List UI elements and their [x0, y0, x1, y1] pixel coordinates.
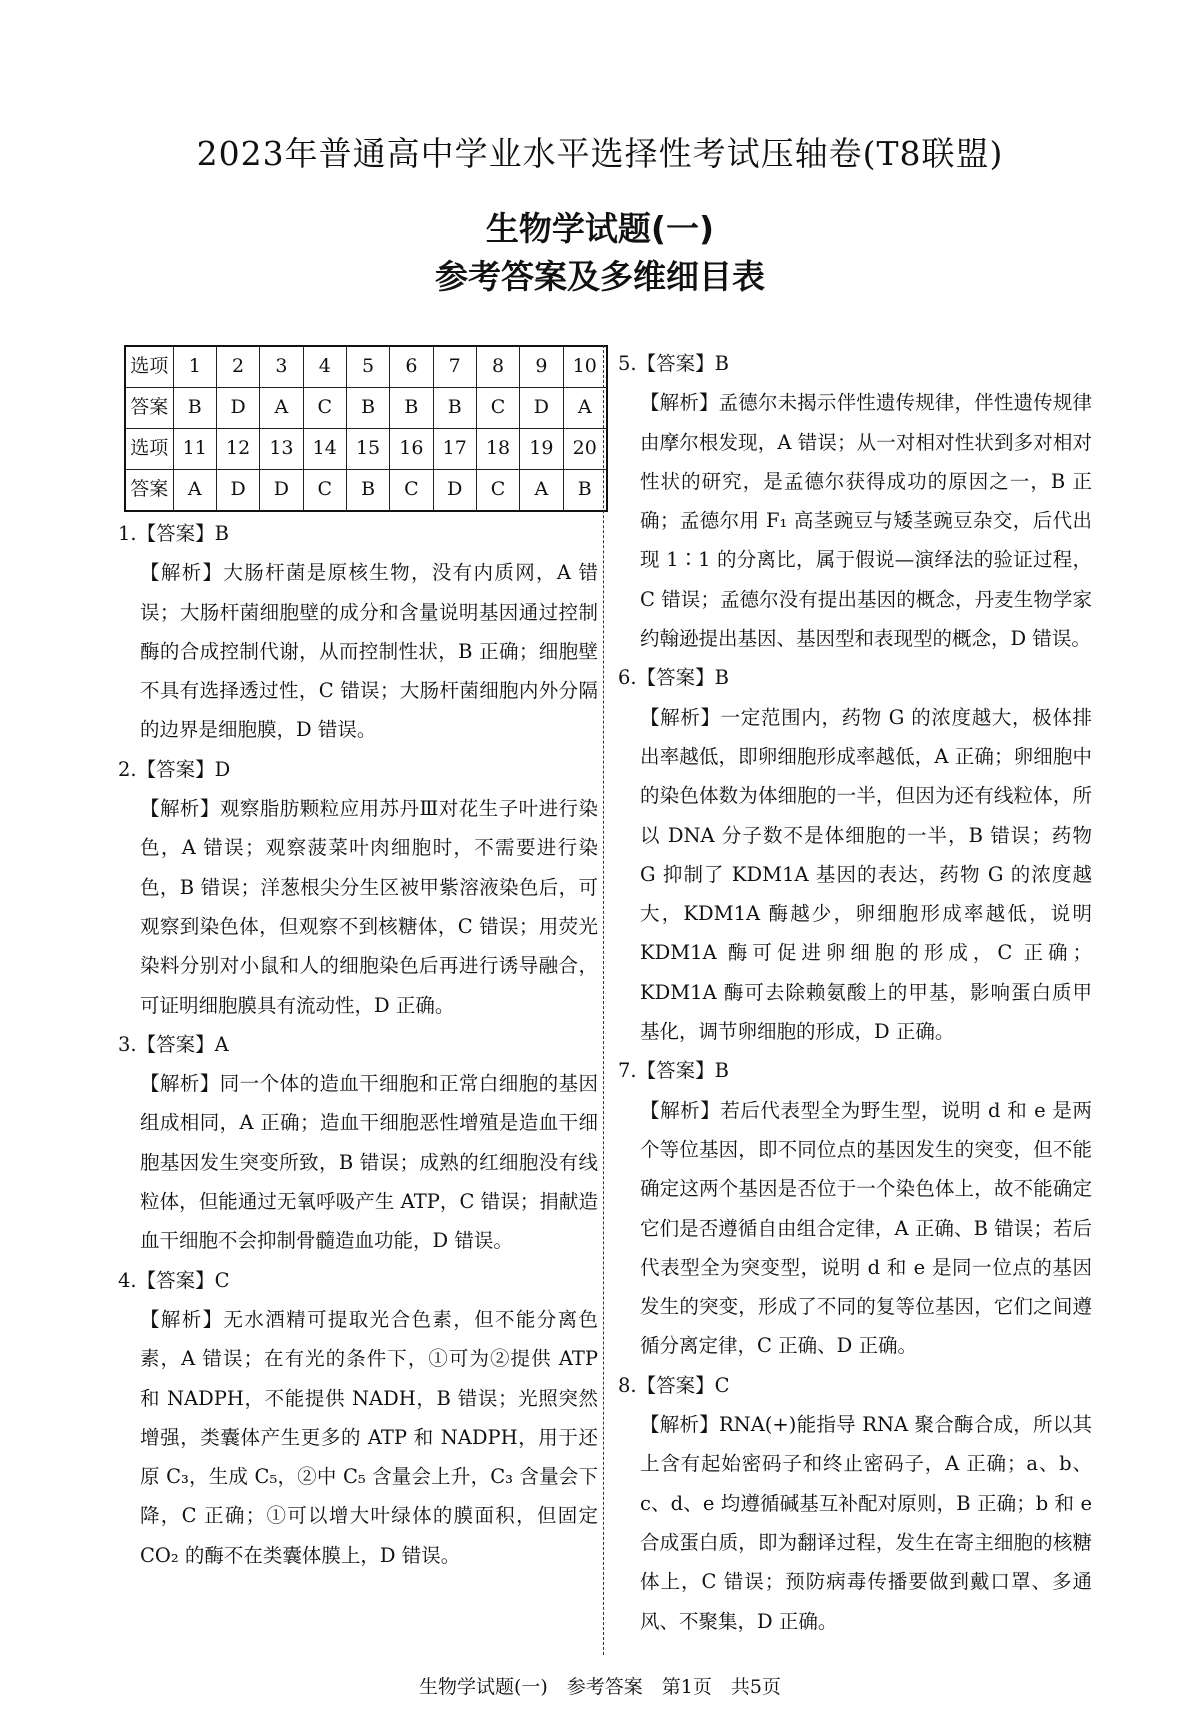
question-explanation: 【解析】若后代表型全为野生型，说明 d 和 e 是两个等位基因，即不同位点的基因发生的突变，但不能确定这两个基因是否位于一个染色体上，故不能确定它们是否遵循自由组合定律，A 正确、B 错误；若后代表型全为突变型，说明 d 和 e 是同一位点的基因发生的突变，形成了不同的复等位基因，它们之间遵循分离定律，C 正确、D 正确。	[640, 1098, 1092, 1358]
question-explanation: 【解析】一定范围内，药物 G 的浓度越大，极体排出率越低，即卵细胞形成率越低，A 正确；卵细胞中的染色体数为体细胞的一半，但因为还有线粒体，所以 DNA 分子数不是体细胞的一半，B 错误；药物 G 抑制了 KDM1A 基因的表达，药物 G 的浓度越大，KDM1A 酶越少，卵细胞形成率越低，说明 KDM1A 酶可促进卵细胞的形成，C 正确；KDM1A 酶可去除赖氨酸上的甲基，影响蛋白质甲基化，调节卵细胞的形成，D 正确。	[640, 705, 1092, 1044]
question-3	[118, 1025, 598, 1261]
question-7	[618, 1051, 1092, 1365]
answer-table-cell: D	[520, 388, 563, 429]
answer-table-row	[125, 346, 607, 388]
answer-table-header-cell: 选项	[125, 346, 173, 388]
question-4	[118, 1261, 598, 1575]
answer-table-cell: D	[433, 470, 476, 512]
question-explanation: 【解析】RNA(+)能指导 RNA 聚合酶合成，所以其上含有起始密码子和终止密码子，A 正确；a、b、c、d、e 均遵循碱基互补配对原则，B 正确；b 和 e 合成蛋白质，即为翻译过程，发生在寄主细胞的核糖体上，C 错误；预防病毒传播要做到戴口罩、多通风、不聚集，D 正确。	[640, 1413, 1092, 1633]
page-subtitle-2: 参考答案及多维细目表	[435, 257, 765, 296]
answer-table-cell: C	[390, 470, 433, 512]
answer-table-cell: B	[346, 388, 389, 429]
answer-table-cell: 18	[476, 429, 519, 470]
answer-table-cell: 14	[303, 429, 346, 470]
answer-table-cell: 13	[260, 429, 303, 470]
answer-table-cell: C	[303, 470, 346, 512]
answer-table-cell: 2	[216, 346, 259, 388]
question-explanation: 【解析】孟德尔未揭示伴性遗传规律，伴性遗传规律由摩尔根发现，A 错误；从一对相对性状到多对相对性状的研究，是孟德尔获得成功的原因之一，B 正确；孟德尔用 F₁ 高茎豌豆与矮茎豌豆杂交，后代出现 1∶1 的分离比，属于假说—演绎法的验证过程，C 错误；孟德尔没有提出基因的概念，丹麦生物学家约翰逊提出基因、基因型和表现型的概念，D 错误。	[640, 391, 1092, 651]
answer-table-cell: C	[303, 388, 346, 429]
question-8	[618, 1366, 1092, 1641]
question-5	[618, 344, 1092, 658]
right-column	[618, 344, 1092, 1641]
answer-table-header-cell: 答案	[125, 388, 173, 429]
answer-table-cell: 5	[346, 346, 389, 388]
question-explanation: 【解析】同一个体的造血干细胞和正常白细胞的基因组成相同，A 正确；造血干细胞恶性增殖是造血干细胞基因发生突变所致，B 错误；成熟的红细胞没有线粒体，但能通过无氧呼吸产生 ATP，C 错误；捐献造血干细胞不会抑制骨髓造血功能，D 错误。	[140, 1072, 598, 1253]
answer-table-header-cell: 答案	[125, 470, 173, 512]
question-explanation: 【解析】无水酒精可提取光合色素，但不能分离色素，A 错误；在有光的条件下，①可为②提供 ATP 和 NADPH，不能提供 NADH，B 错误；光照突然增强，类囊体产生更多的 ATP 和 NADPH，用于还原 C₃，生成 C₅，②中 C₅ 含量会上升，C₃ 含量会下降，C 正确；①可以增大叶绿体的膜面积，但固定 CO₂ 的酶不在类囊体膜上，D 错误。	[140, 1307, 598, 1567]
answer-table-cell: A	[563, 388, 607, 429]
answer-table-cell: 20	[563, 429, 607, 470]
question-answer: 3.【答案】A	[118, 1032, 229, 1056]
answer-table-cell: 7	[433, 346, 476, 388]
question-answer: 6.【答案】B	[618, 666, 729, 690]
question-explanation: 【解析】观察脂肪颗粒应用苏丹Ⅲ对花生子叶进行染色，A 错误；观察菠菜叶肉细胞时，不需要进行染色，B 错误；洋葱根尖分生区被甲紫溶液染色后，可观察到染色体，但观察不到核糖体，C 错误；用荧光染料分别对小鼠和人的细胞染色后再进行诱导融合，可证明细胞膜具有流动性，D 正确。	[140, 797, 598, 1017]
answer-table-cell: 4	[303, 346, 346, 388]
answer-table-cell: 8	[476, 346, 519, 388]
answer-table-row	[125, 429, 607, 470]
answer-table-cell: B	[173, 388, 216, 429]
page-title: 2023年普通高中学业水平选择性考试压轴卷(T8联盟)	[196, 134, 1004, 173]
column-divider	[603, 345, 604, 1655]
question-2	[118, 750, 598, 1025]
page-footer: 生物学试题(一) 参考答案 第1页 共5页	[418, 1676, 781, 1698]
answer-table-cell: B	[563, 470, 607, 512]
answer-table	[124, 345, 608, 512]
answer-table-cell: 3	[260, 346, 303, 388]
answer-table-cell: D	[260, 470, 303, 512]
answer-table-cell: 10	[563, 346, 607, 388]
answer-table-cell: D	[216, 470, 259, 512]
answer-table-cell: 16	[390, 429, 433, 470]
left-column	[118, 345, 598, 1575]
answer-table-cell: 15	[346, 429, 389, 470]
answer-table-cell: A	[173, 470, 216, 512]
question-answer: 1.【答案】B	[118, 522, 229, 545]
answer-table-cell: A	[520, 470, 563, 512]
answer-table-header-cell: 选项	[125, 429, 173, 470]
page-header	[0, 128, 1200, 301]
answer-table-cell: 9	[520, 346, 563, 388]
answer-table-cell: 12	[216, 429, 259, 470]
answer-table-cell: 17	[433, 429, 476, 470]
answer-table-cell: B	[346, 470, 389, 512]
answer-table-cell: 11	[173, 429, 216, 470]
answer-table-row	[125, 388, 607, 429]
page-subtitle-1: 生物学试题(一)	[485, 209, 715, 248]
question-6	[618, 658, 1092, 1051]
answer-table-cell: C	[476, 388, 519, 429]
answer-table-cell: 19	[520, 429, 563, 470]
answer-table-cell: B	[390, 388, 433, 429]
question-answer: 5.【答案】B	[618, 352, 729, 375]
question-answer: 2.【答案】D	[118, 757, 231, 781]
answer-table-cell: 6	[390, 346, 433, 388]
answer-table-cell: A	[260, 388, 303, 429]
answer-table-cell: C	[476, 470, 519, 512]
question-answer: 7.【答案】B	[618, 1059, 729, 1083]
question-answer: 8.【答案】C	[618, 1373, 730, 1397]
answer-table-cell: 1	[173, 346, 216, 388]
answer-table-row	[125, 470, 607, 512]
question-1	[118, 514, 598, 750]
answer-table-cell: D	[216, 388, 259, 429]
answer-table-cell: B	[433, 388, 476, 429]
question-explanation: 【解析】大肠杆菌是原核生物，没有内质网，A 错误；大肠杆菌细胞壁的成分和含量说明基因通过控制酶的合成控制代谢，从而控制性状，B 正确；细胞壁不具有选择透过性，C 错误；大肠杆菌细胞内外分隔的边界是细胞膜，D 错误。	[140, 561, 598, 742]
question-answer: 4.【答案】C	[118, 1268, 230, 1292]
